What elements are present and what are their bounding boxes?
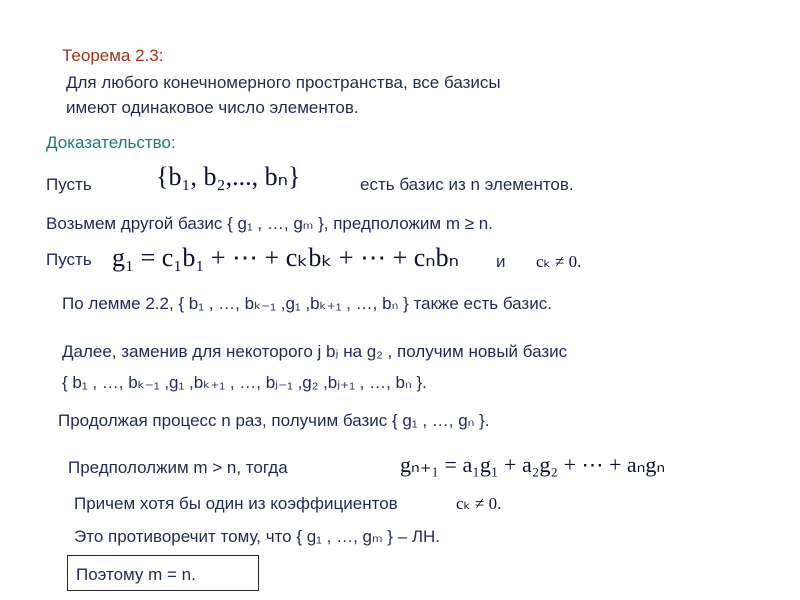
theorem-statement-line1: Для любого конечномерного пространства, все базисы: [66, 73, 501, 92]
further-line1: Далее, заменив для некоторого j bⱼ на g₂ , получим новый базис: [62, 342, 568, 361]
let2-word: Пусть: [46, 250, 92, 269]
let-word: Пусть: [46, 175, 92, 194]
g1-expansion-formula: g₁ = c₁b₁ + ⋯ + cₖbₖ + ⋯ + cₙbₙ: [112, 243, 459, 272]
proof-label: Доказательство:: [46, 133, 176, 152]
take-other-basis-line: Возьмем другой базис { g₁ , …, gₘ }, предположим m ≥ n.: [46, 214, 493, 233]
ck-condition: cₖ ≠ 0.: [536, 252, 582, 271]
basis-set-formula: {b₁, b₂,..., bₙ}: [156, 162, 301, 191]
contradiction-line: Это противоречит тому, что { g₁ , …, gₘ } – ЛН.: [74, 527, 441, 546]
further-line2: { b₁ , …, bₖ₋₁ ,g₁ ,bₖ₊₁ , …, bⱼ₋₁ ,g₂ ,bⱼ₊₁ , …, bₙ }.: [62, 373, 427, 392]
continue-line: Продолжая процесс n раз, получим базис { g₁ , …, gₙ }.: [58, 411, 490, 430]
at-least-one-condition: cₖ ≠ 0.: [456, 494, 502, 513]
assume-line: Предпололжим m > n, тогда: [68, 458, 288, 477]
theorem-title: Теорема 2.3:: [62, 46, 164, 65]
and-word: и: [496, 252, 506, 271]
conclusion-text: Поэтому m = n.: [76, 565, 196, 584]
at-least-one-text: Причем хотя бы один из коэффициентов: [74, 494, 398, 513]
lemma-line: По лемме 2.2, { b₁ , …, bₖ₋₁ ,g₁ ,bₖ₊₁ , …, bₙ } также есть базис.: [62, 294, 552, 313]
gn1-expansion-formula: gₙ₊₁ = a₁g₁ + a₂g₂ + ⋯ + aₙgₙ: [400, 452, 666, 477]
theorem-statement-line2: имеют одинаковое число элементов.: [66, 98, 359, 117]
basis-is-text: есть базис из n элементов.: [360, 175, 574, 194]
